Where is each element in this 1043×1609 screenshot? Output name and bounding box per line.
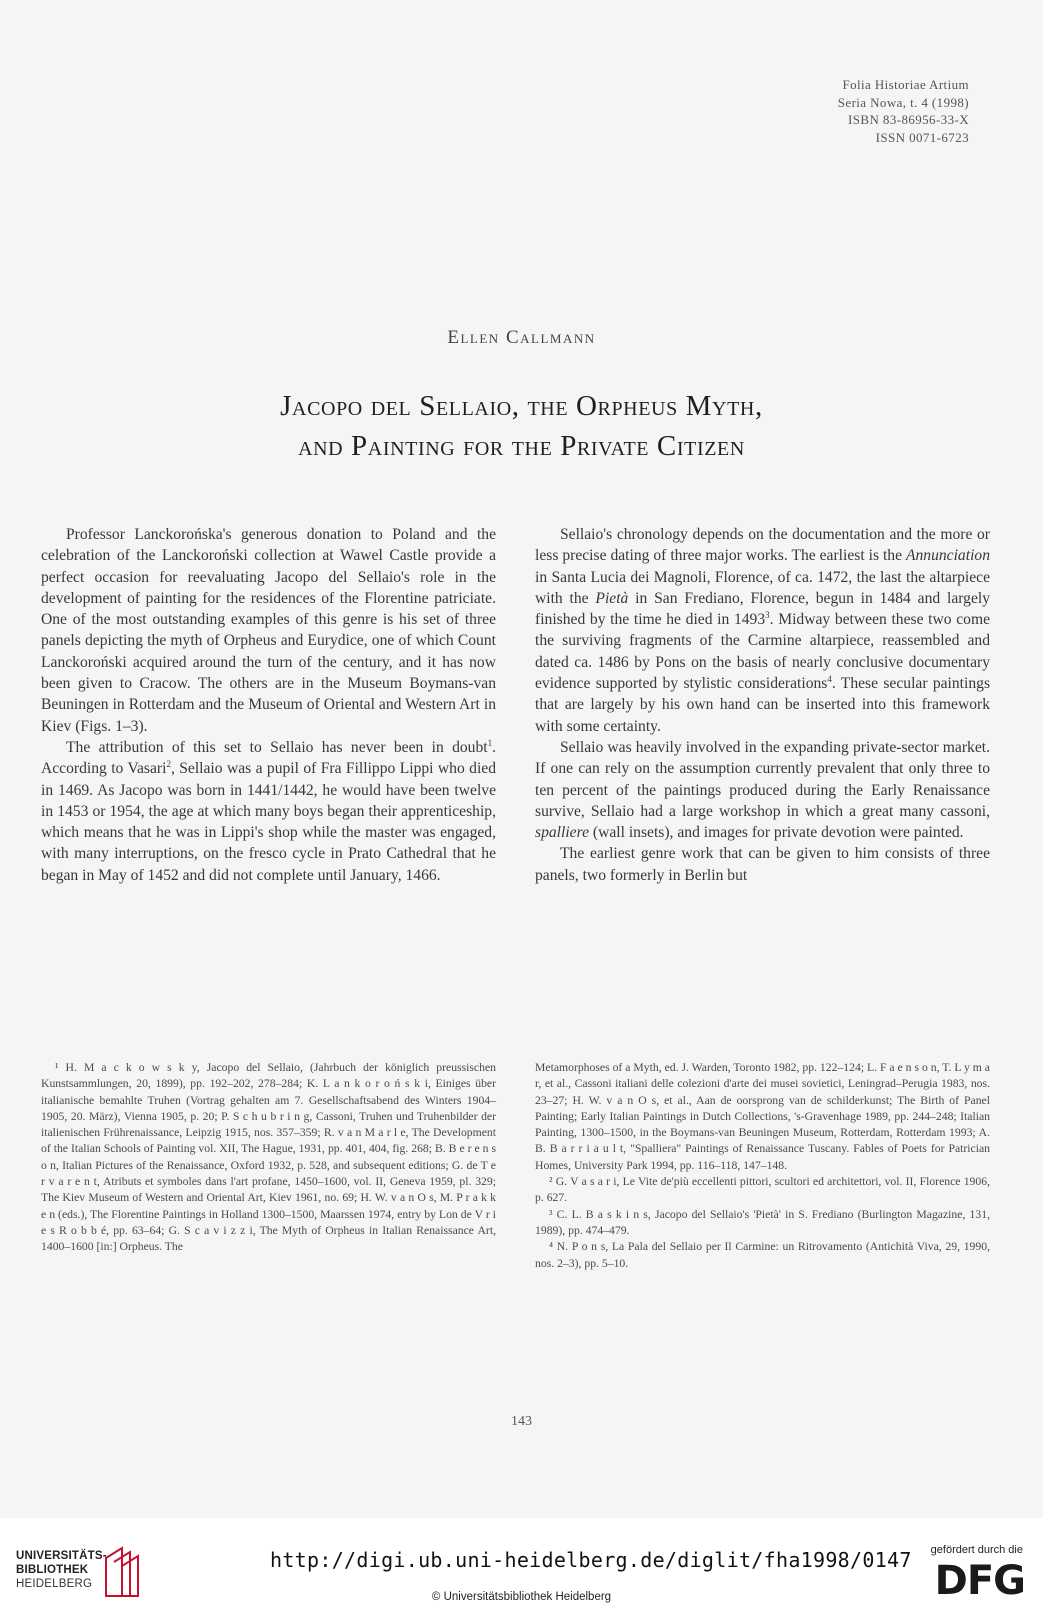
journal-line: Seria Nowa, t. 4 (1998) — [837, 94, 969, 110]
footnote-ref: 2 — [166, 759, 171, 770]
footnote-ref: 1 — [487, 737, 493, 748]
page-number: 143 — [511, 1414, 532, 1429]
footnote: ¹ H. M a c k o w s k y, Jacopo del Sellaio, (Jahrbuch der königlich preussischen Kunstsammlungen, 20, 1899), pp. 192–202, 278–284; K. L a n k o r o ń s k i, Einiges über italianische bemahlte Truhen (Vortrag gehalten am 7. Gesellschaftsabend des Winters 1904–1905, 20. März), Vienna 1905, p. 20; P. S c h u b r i n g, Cassoni, Truhen und Truhenbilder der italienischen Frührenaissance, Leipzig 1915, nos. 357–359; R. v a n M a r l e, The Development of the Italian Schools of Painting vol. XII, The Hague, 1931, pp. 401, 404, fig. 268; B. B e r e n s o n, Italian Pictures of the Renaissance, Oxford 1932, p. 528, and subsequent editions; G. de T e r v a r e n t, Atributs et symboles dans l'art profane, 1450–1600, vol. II, Geneva 1959, pl. 329; The Kiev Museum of Western and Oriental Art, Kiev 1961, no. 69; H. W. v a n O s, M. P r a k k e n (eds.), The Florentine Paintings in Holland 1300–1500, Maarssen 1974, entry by Lon de V r i e s R o b b é, pp. 63–64; G. S c a v i z z i, The Myth of Orpheus in Italian Renaissance Art, 1400–1600 [in:] Orpheus. The — [41, 1061, 496, 1254]
journal-line: ISSN 0071-6723 — [875, 129, 969, 145]
footnote: ³ C. L. B a s k i n s, Jacopo del Sellaio's 'Pietà' in S. Frediano (Burlington Magazine, 131, 1989), pp. 474–479. — [535, 1207, 990, 1237]
journal-info — [838, 76, 969, 146]
footnote-ref: 3 — [765, 610, 770, 620]
body-column-right — [535, 524, 990, 886]
paragraph: The attribution of this set to Sellaio has never been in doubt$^1$. According to Vasari$^2$, Sellaio was a pupil of Fra Fillippo Lippi who died in 1469. As Jacopo was born in 1441/1442, he would have been twelve in 1453 or 1954, the age at which many boys began their apprenticeship, which means that he was in Lippi's shop while the master was engaged, with many interruptions, on the fresco cycle in Prato Cathedral that he began in May of 1452 and did not complete until January, 1466. — [41, 737, 496, 884]
author-name: Ellen Callmann — [447, 327, 596, 348]
body-column-left — [41, 524, 496, 886]
document-url-link[interactable]: http://digi.ub.uni-heidelberg.de/diglit/fha1998/0147 — [270, 1548, 912, 1572]
journal-line: ISBN 83-86956-33-X — [848, 112, 969, 127]
paragraph: The earliest genre work that can be given to him consists of three panels, two formerly in Berlin but — [535, 845, 990, 884]
footnote: ² G. V a s a r i, Le Vite de'più eccellenti pittori, scultori ed architettori, vol. II, Florence 1906, p. 627. — [535, 1175, 990, 1205]
footer-bar — [0, 1518, 1043, 1609]
title-line: and Painting for the Private Citizen — [298, 430, 745, 462]
journal-line: Folia Historiae Artium — [842, 77, 969, 92]
footnote: Metamorphoses of a Myth, ed. J. Warden, Toronto 1982, pp. 122–124; L. F a e n s o n, T. L y m a r, et al., Cassoni italiani delle colezioni d'arte dei musei sovietici, Leningrad–Perugia 1983, nos. 23–27; H. W. v a n O s, et al., Aan de oorsprong van de schilderkunst; The Birth of Panel Painting; Early Italian Paintings in Dutch Collections, 's-Gravenhage 1989, pp. 244–248; Italian Painting, 1300–1500, in the Boymans-van Beuningen Museum, Rotterdam, Rotterdam 1993; A. B. B a r r i a u l t, "Spalliera" Paintings of Renaissance Tuscany. Fables of Poets for Patrician Homes, University Park 1994, pp. 116–118, 147–148. — [535, 1061, 990, 1172]
paragraph: Sellaio was heavily involved in the expanding private-sector market. If one can rely on the assumption currently prevalent that only three to ten percent of the paintings produced during the Early Renaissance survive, Sellaio had a large workshop in which a great many cassoni, spalliere (wall insets), and images for private devotion were painted. — [535, 738, 990, 842]
title-line: Jacopo del Sellaio, the Orpheus Myth, — [280, 390, 763, 422]
funding-label: gefördert durch die — [930, 1544, 1023, 1556]
footnotes-left — [41, 1060, 496, 1256]
footnote-ref: 4 — [827, 673, 832, 684]
footnote: ⁴ N. P o n s, La Pala del Sellaio per Il Carmine: un Ritrovamento (Antichità Viva, 29, 1990, nos. 2–3), pp. 5–10. — [535, 1240, 990, 1270]
library-name: UNIVERSITÄTS- BIBLIOTHEK HEIDELBERG — [16, 1550, 107, 1590]
article-title — [0, 386, 1043, 466]
footnotes-right — [535, 1060, 990, 1272]
dfg-logo: DFG — [934, 1558, 1025, 1604]
paragraph: Sellaio's chronology depends on the documentation and the more or less precise dating of three major works. The earliest is the Annunciation in Santa Lucia dei Magnoli, Florence, of ca. 1472, the last the altarpiece with the Pietà in San Frediano, Florence, begun in 1484 and largely finished by the time he died in 1493$^3$. Midway between these two come the surviving fragments of the Carmine altarpiece, reassembled and dated ca. 1486 by Pons on the basis of nearly conclusive documentary evidence supported by stylistic considerations$^4$. These secular paintings that are largely by his own hand can be inserted into this framework with some certainty. — [535, 526, 991, 735]
copyright-notice: © Universitätsbibliothek Heidelberg — [431, 1591, 612, 1603]
paragraph: Professor Lanckorońska's generous donation to Poland and the celebration of the Lanckoroński collection at Wawel Castle provide a perfect occasion for reevaluating Jacopo del Sellaio's role in the development of painting for the residences of the Florentine patriciate. One of the most outstanding examples of this genre is his set of three panels depicting the myth of Orpheus and Eurydice, one of which Count Lanckoroński acquired around the turn of the century, and it has now been given to Cracow. The others are in the Museum Boymans-van Beuningen in Rotterdam and the Museum of Oriental and Western Art in Kiev (Figs. 1–3). — [41, 526, 496, 735]
